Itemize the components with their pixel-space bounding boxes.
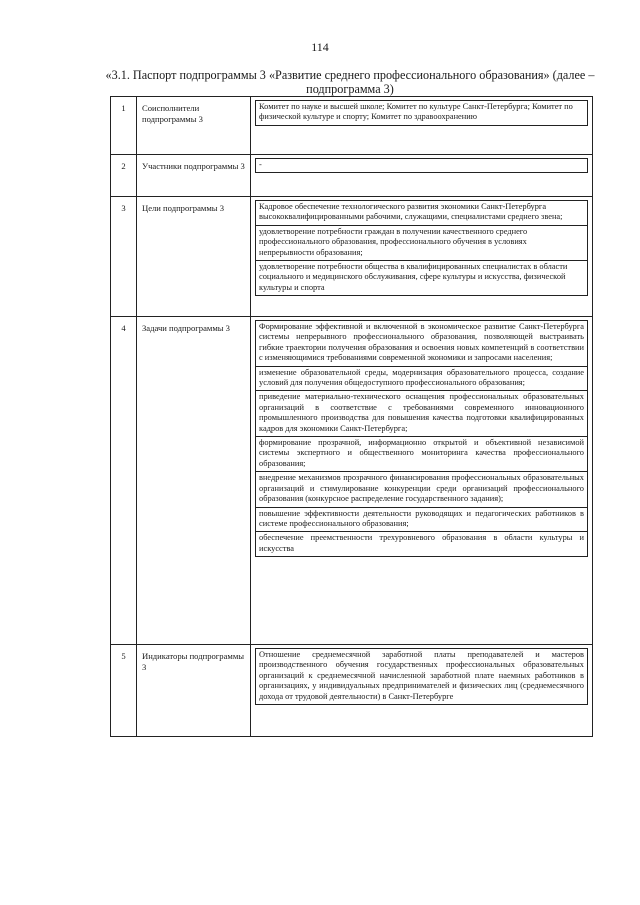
content-box [255, 648, 588, 705]
row-content [251, 317, 593, 645]
content-box [255, 100, 588, 126]
table-row [111, 97, 593, 155]
content-paragraph: приведение материально-технического оснащения профессиональных образовательных организаций в соответствие с требованиями современного инновационного промышленного производства для повышения качества подготовки квалифицированных кадров для экономики Санкт-Петербурга; [256, 391, 587, 437]
table-row [111, 155, 593, 197]
content-paragraph: удовлетворение потребности общества в квалифицированных специалистах в области социального и медицинского обслуживания, сфере культуры и искусства, физической культуры и спорта [259, 262, 568, 292]
content-paragraph: обеспечение преемственности трехуровневого образования в области культуры и искусства [259, 533, 584, 553]
row-number: 2 [111, 155, 137, 197]
row-label: Задачи подпрограммы 3 [137, 317, 251, 645]
row-number: 4 [111, 317, 137, 645]
content-paragraph: внедрение механизмов прозрачного финансирования профессиональных образовательных организаций и стимулирование конкуренции среди организаций профессионального образования (конкурсное распределение государственного задания); [256, 472, 587, 507]
content-paragraph: формирование прозрачной, информационно открытой и объективной независимой системы экспертного и общественного мониторинга качества профессионального образования; [256, 437, 587, 472]
content-box [255, 320, 588, 557]
row-number: 5 [111, 645, 137, 737]
content-box [255, 158, 588, 173]
content-paragraph: Кадровое обеспечение технологического развития экономики Санкт-Петербурга высококвалифицированными рабочими, служащими, специалистами среднего звена; [256, 201, 587, 226]
row-label: Соисполнители подпрограммы 3 [137, 97, 251, 155]
table-row [111, 317, 593, 645]
row-number: 3 [111, 197, 137, 317]
table-row [111, 645, 593, 737]
page-number: 114 [311, 40, 329, 54]
content-paragraph: Комитет по науке и высшей школе; Комитет по культуре Санкт-Петербурга; Комитет по физической культуре и спорту; Комитет по здравоохранению [259, 102, 573, 122]
row-number: 1 [111, 97, 137, 155]
row-label: Участники подпрограммы 3 [137, 155, 251, 197]
table-row [111, 197, 593, 317]
row-label: Цели подпрограммы 3 [137, 197, 251, 317]
content-paragraph: повышение эффективности деятельности руководящих и педагогических работников в системе профессионального образования; [256, 508, 587, 533]
content-paragraph: Отношение среднемесячной заработной платы преподавателей и мастеров производственного обучения государственных профессиональных образовательных организаций к среднемесячной начисленной заработной плате наемных работников в организациях, у индивидуальных предпринимателей и физических лиц (среднемесячного дохода от трудовой деятельности) в Санкт-Петербурге [259, 650, 584, 701]
passport-table [110, 96, 593, 737]
row-content [251, 155, 593, 197]
row-label: Индикаторы подпрограммы 3 [137, 645, 251, 737]
content-box [255, 200, 588, 296]
content-paragraph: изменение образовательной среды, модернизация образовательного процесса, создание условий для получения общедоступного профессионального образования; [256, 367, 587, 392]
row-content [251, 97, 593, 155]
page-title: «3.1. Паспорт подпрограммы 3 «Развитие среднего профессионального образования» (далее – подпрограмма 3) [105, 68, 595, 96]
row-content [251, 645, 593, 737]
content-paragraph: Формирование эффективной и включенной в экономическое развитие Санкт-Петербурга системы непрерывного профессионального образования, позволяющей выстраивать гибкие траектории получения образования и освоения новых компетенций в соответствии с изменяющимися требованиями современной экономики и запросами населения; [256, 321, 587, 367]
content-paragraph: удовлетворение потребности граждан в получении качественного среднего профессионального образования, профессионального обучения в условиях непрерывности образования; [256, 226, 587, 261]
content-paragraph: - [259, 160, 262, 169]
row-content [251, 197, 593, 317]
